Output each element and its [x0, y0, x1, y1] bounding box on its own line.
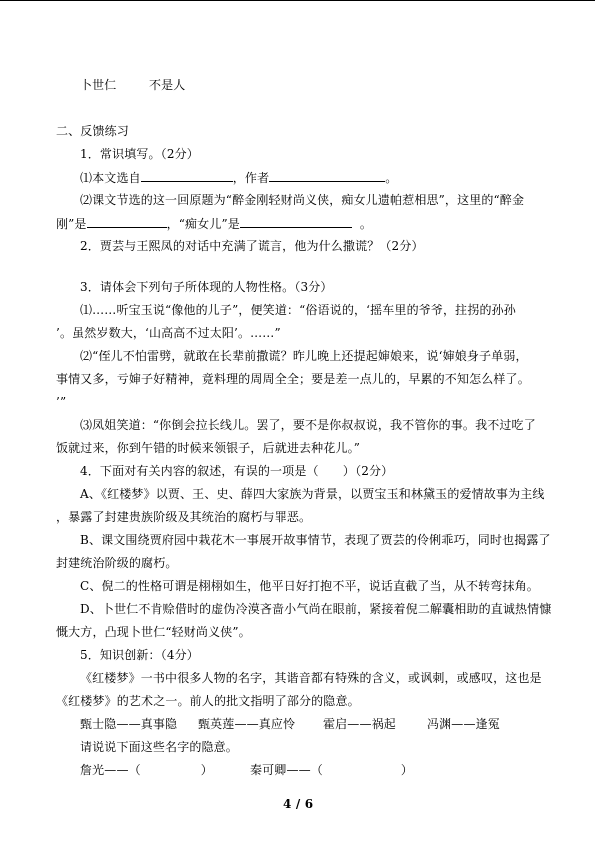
q1-sub2-end: 。 — [359, 217, 373, 231]
q5-example-1: 甄士隐——真事隐 — [80, 717, 178, 731]
q5-name-2-close: ） — [400, 763, 414, 777]
q5-name-1 — [80, 763, 213, 777]
q5-para-line1: 《红楼梦》一书中很多人物的名字，其谐音都有特殊的含义，或讽刺，或感叹，这也是 — [80, 671, 542, 685]
q1-sub1 — [80, 170, 397, 185]
q1-sub2-mid: ，“痴女儿”是 — [166, 217, 240, 231]
q5-title: 5．知识创新：（4分） — [80, 648, 199, 662]
q3-s2-line2: 事情又多，亏婶子好精神，竟料理的周周全全；要是差一点儿的，早累的不知怎么样了。 — [56, 372, 530, 386]
q4-option-d-line1: D、卜世仁不肯赊借时的虚伪冷漠吝啬小气尚在眼前，紧接着倪二解囊相助的直诚热情慷 — [80, 602, 552, 616]
q3-s1-line1: ⑴……听宝玉说“像他的儿子”，便笑道：“俗语说的，‘摇车里的爷爷，拄拐的孙孙 — [80, 303, 516, 317]
q5-example-3: 霍启——祸起 — [323, 717, 396, 731]
q1-sub2-prefix: 刚”是 — [56, 217, 87, 231]
q1-title: 1．常识填写。（2分） — [80, 147, 199, 161]
q1-sub2-line2 — [56, 216, 372, 231]
q4-option-c-line1: C、倪二的性格可谓是栩栩如生，他平日好打抱不平，说话直截了当，从不转弯抹角。 — [80, 579, 539, 593]
section-heading: 二、反馈练习 — [56, 124, 129, 138]
q4-option-d-line2: 慨大方，凸现卜世仁“轻财尚义侠”。 — [56, 625, 251, 639]
q1-sub2-line1: ⑵课文节选的这一回原题为“醉金刚轻财尚义侠，痴女儿遗帕惹相思”，这里的“醉金 — [80, 193, 525, 207]
page-number: 4 / 6 — [283, 797, 314, 811]
q1-sub1-author-label: ，作者 — [232, 171, 270, 185]
q4-option-b-line2: 封建统治阶级的腐朽。 — [56, 556, 178, 570]
q5-name-2-label: 秦可卿——（ — [250, 763, 323, 777]
q3-s3-line1: ⑶凤姐笑道：“你倒会拉长线儿。罢了，要不是你叔叔说，我不管你的事。我不过吃了 — [80, 418, 536, 432]
q4-option-a-line2: ，暴露了封建贵族阶级及其统治的腐朽与罪恶。 — [56, 510, 312, 524]
q4-title: 4．下面对有关内容的叙述，有误的一项是（ ）（2分） — [80, 464, 394, 478]
q1-blank-author[interactable] — [269, 170, 385, 182]
q5-example-4: 冯渊——逢冤 — [427, 717, 500, 731]
top-rule — [0, 0, 595, 1]
q5-ask: 请说说下面这些名字的隐意。 — [80, 740, 238, 754]
q1-blank-zuijingang[interactable] — [87, 216, 167, 228]
q3-s1-line2: ’。虽然岁数大，‘山高高不过太阳’。……” — [56, 326, 281, 340]
q3-title: 3．请体会下列句子所体现的人物性格。（3分） — [80, 280, 333, 294]
q1-sub1-end: 。 — [385, 171, 398, 185]
q4-option-b-line1: B、课文围绕贾府园中栽花木一事展开故事情节，表现了贾芸的伶俐乖巧，同时也揭露了 — [80, 533, 551, 547]
q5-name-1-close: ） — [200, 763, 213, 777]
q1-sub1-prefix: ⑴本文选自 — [80, 171, 141, 185]
q3-s2-line1: ⑵“侄儿不怕雷劈，就敢在长辈前撒谎？昨儿晚上还提起婶娘来，说‘婶娘身子单弱， — [80, 349, 528, 363]
q4-option-a-line1: A、《红楼梦》以贾、王、史、薛四大家族为背景，以贾宝玉和林黛玉的爱情故事为主线 — [80, 487, 545, 501]
q1-blank-chinver[interactable] — [240, 216, 352, 228]
residual-left: 卜世仁 — [80, 78, 117, 92]
q1-blank-source[interactable] — [141, 170, 233, 182]
q2-title: 2．贾芸与王熙凤的对话中充满了谎言，他为什么撒谎？（2分） — [80, 239, 424, 253]
q3-s2-line3: ’” — [56, 395, 67, 409]
q5-example-2: 甄英莲——真应怜 — [198, 717, 296, 731]
q5-para-line2: 《红楼梦》的艺术之一。前人的批文指明了部分的隐意。 — [56, 694, 360, 708]
q3-s3-line2: 饭就过来，你到午错的时候来领银子，后就进去种花儿。” — [56, 441, 361, 455]
q5-name-1-label: 詹光——（ — [80, 763, 141, 777]
q5-name-2 — [250, 763, 413, 777]
residual-right: 不是人 — [149, 78, 186, 92]
